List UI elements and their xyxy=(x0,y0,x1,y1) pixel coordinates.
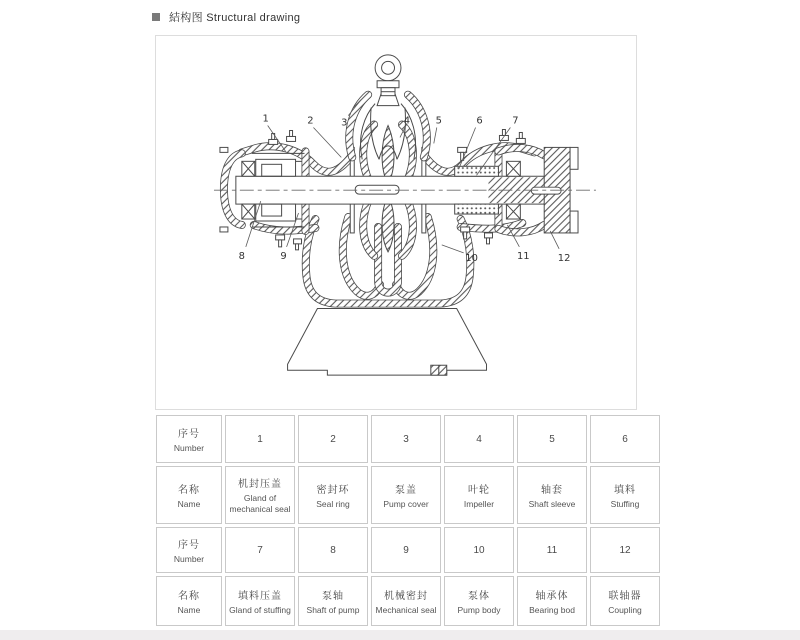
name-cell: 泵轴 Shaft of pump xyxy=(298,576,368,626)
name-cell: 密封环 Seal ring xyxy=(298,466,368,524)
callout-leader-10 xyxy=(442,245,464,253)
parts-table xyxy=(153,412,663,629)
number-cell: 1 xyxy=(225,415,295,463)
name-cell: 轴承体 Bearing bod xyxy=(517,576,587,626)
callout-label-8: 8 xyxy=(238,250,245,262)
callout-label-7: 7 xyxy=(512,115,519,127)
table-row xyxy=(156,415,660,463)
callout-leader-5 xyxy=(434,128,437,144)
number-cell: 12 xyxy=(590,527,660,573)
row-header-en: Name xyxy=(177,498,201,509)
name-cell: 叶轮 Impeller xyxy=(444,466,514,524)
name-cell: 填料 Stuffing xyxy=(590,466,660,524)
structural-drawing xyxy=(156,36,636,409)
row-header-zh: 名称 xyxy=(178,484,200,496)
callout-label-6: 6 xyxy=(476,115,483,127)
table-row xyxy=(156,466,660,524)
number-cell: 11 xyxy=(517,527,587,573)
page-bottom-strip xyxy=(0,630,800,640)
name-cell: 泵体 Pump body xyxy=(444,576,514,626)
square-bullet-icon xyxy=(152,13,160,21)
drawing-frame xyxy=(155,35,637,410)
number-cell: 8 xyxy=(298,527,368,573)
callout-label-11: 11 xyxy=(516,250,530,262)
row-header-number xyxy=(156,415,222,463)
name-cell: 填料压盖 Gland of stuffing xyxy=(225,576,295,626)
row-header-name xyxy=(156,466,222,524)
name-cell: 泵盖 Pump cover xyxy=(371,466,441,524)
callout-label-4: 4 xyxy=(403,115,411,127)
pump-base xyxy=(288,309,487,376)
callout-label-3: 3 xyxy=(341,117,348,129)
number-cell: 10 xyxy=(444,527,514,573)
row-header-name: 名称 Name xyxy=(156,576,222,626)
number-cell: 2 xyxy=(298,415,368,463)
callout-leader-2 xyxy=(313,128,341,158)
row-header-number: 序号 Number xyxy=(156,527,222,573)
callout-label-9: 9 xyxy=(280,250,287,262)
callout-label-10: 10 xyxy=(465,252,478,264)
number-cell: 7 xyxy=(225,527,295,573)
name-cell: 机封压盖 Gland of mechanical seal xyxy=(225,466,295,524)
page-title: 結构图 Structural drawing xyxy=(169,12,301,24)
callout-label-12: 12 xyxy=(557,252,571,264)
table-row xyxy=(156,527,660,573)
number-cell: 9 xyxy=(371,527,441,573)
name-cell: 轴套 Shaft sleeve xyxy=(517,466,587,524)
callout-label-1: 1 xyxy=(262,113,269,125)
number-cell: 3 xyxy=(371,415,441,463)
callout-label-2: 2 xyxy=(307,115,314,127)
callout-label-5: 5 xyxy=(435,115,442,127)
lifting-eye xyxy=(375,55,401,96)
name-cell: 联轴器 Coupling xyxy=(590,576,660,626)
section-header xyxy=(152,9,300,25)
table-row xyxy=(156,576,660,626)
row-header-zh: 序号 xyxy=(178,428,200,440)
number-cell: 4 xyxy=(444,415,514,463)
name-cell: 机械密封 Mechanical seal xyxy=(371,576,441,626)
number-cell: 5 xyxy=(517,415,587,463)
number-cell: 6 xyxy=(590,415,660,463)
row-header-en: Number xyxy=(173,442,205,453)
callout-leader-12 xyxy=(550,231,559,249)
